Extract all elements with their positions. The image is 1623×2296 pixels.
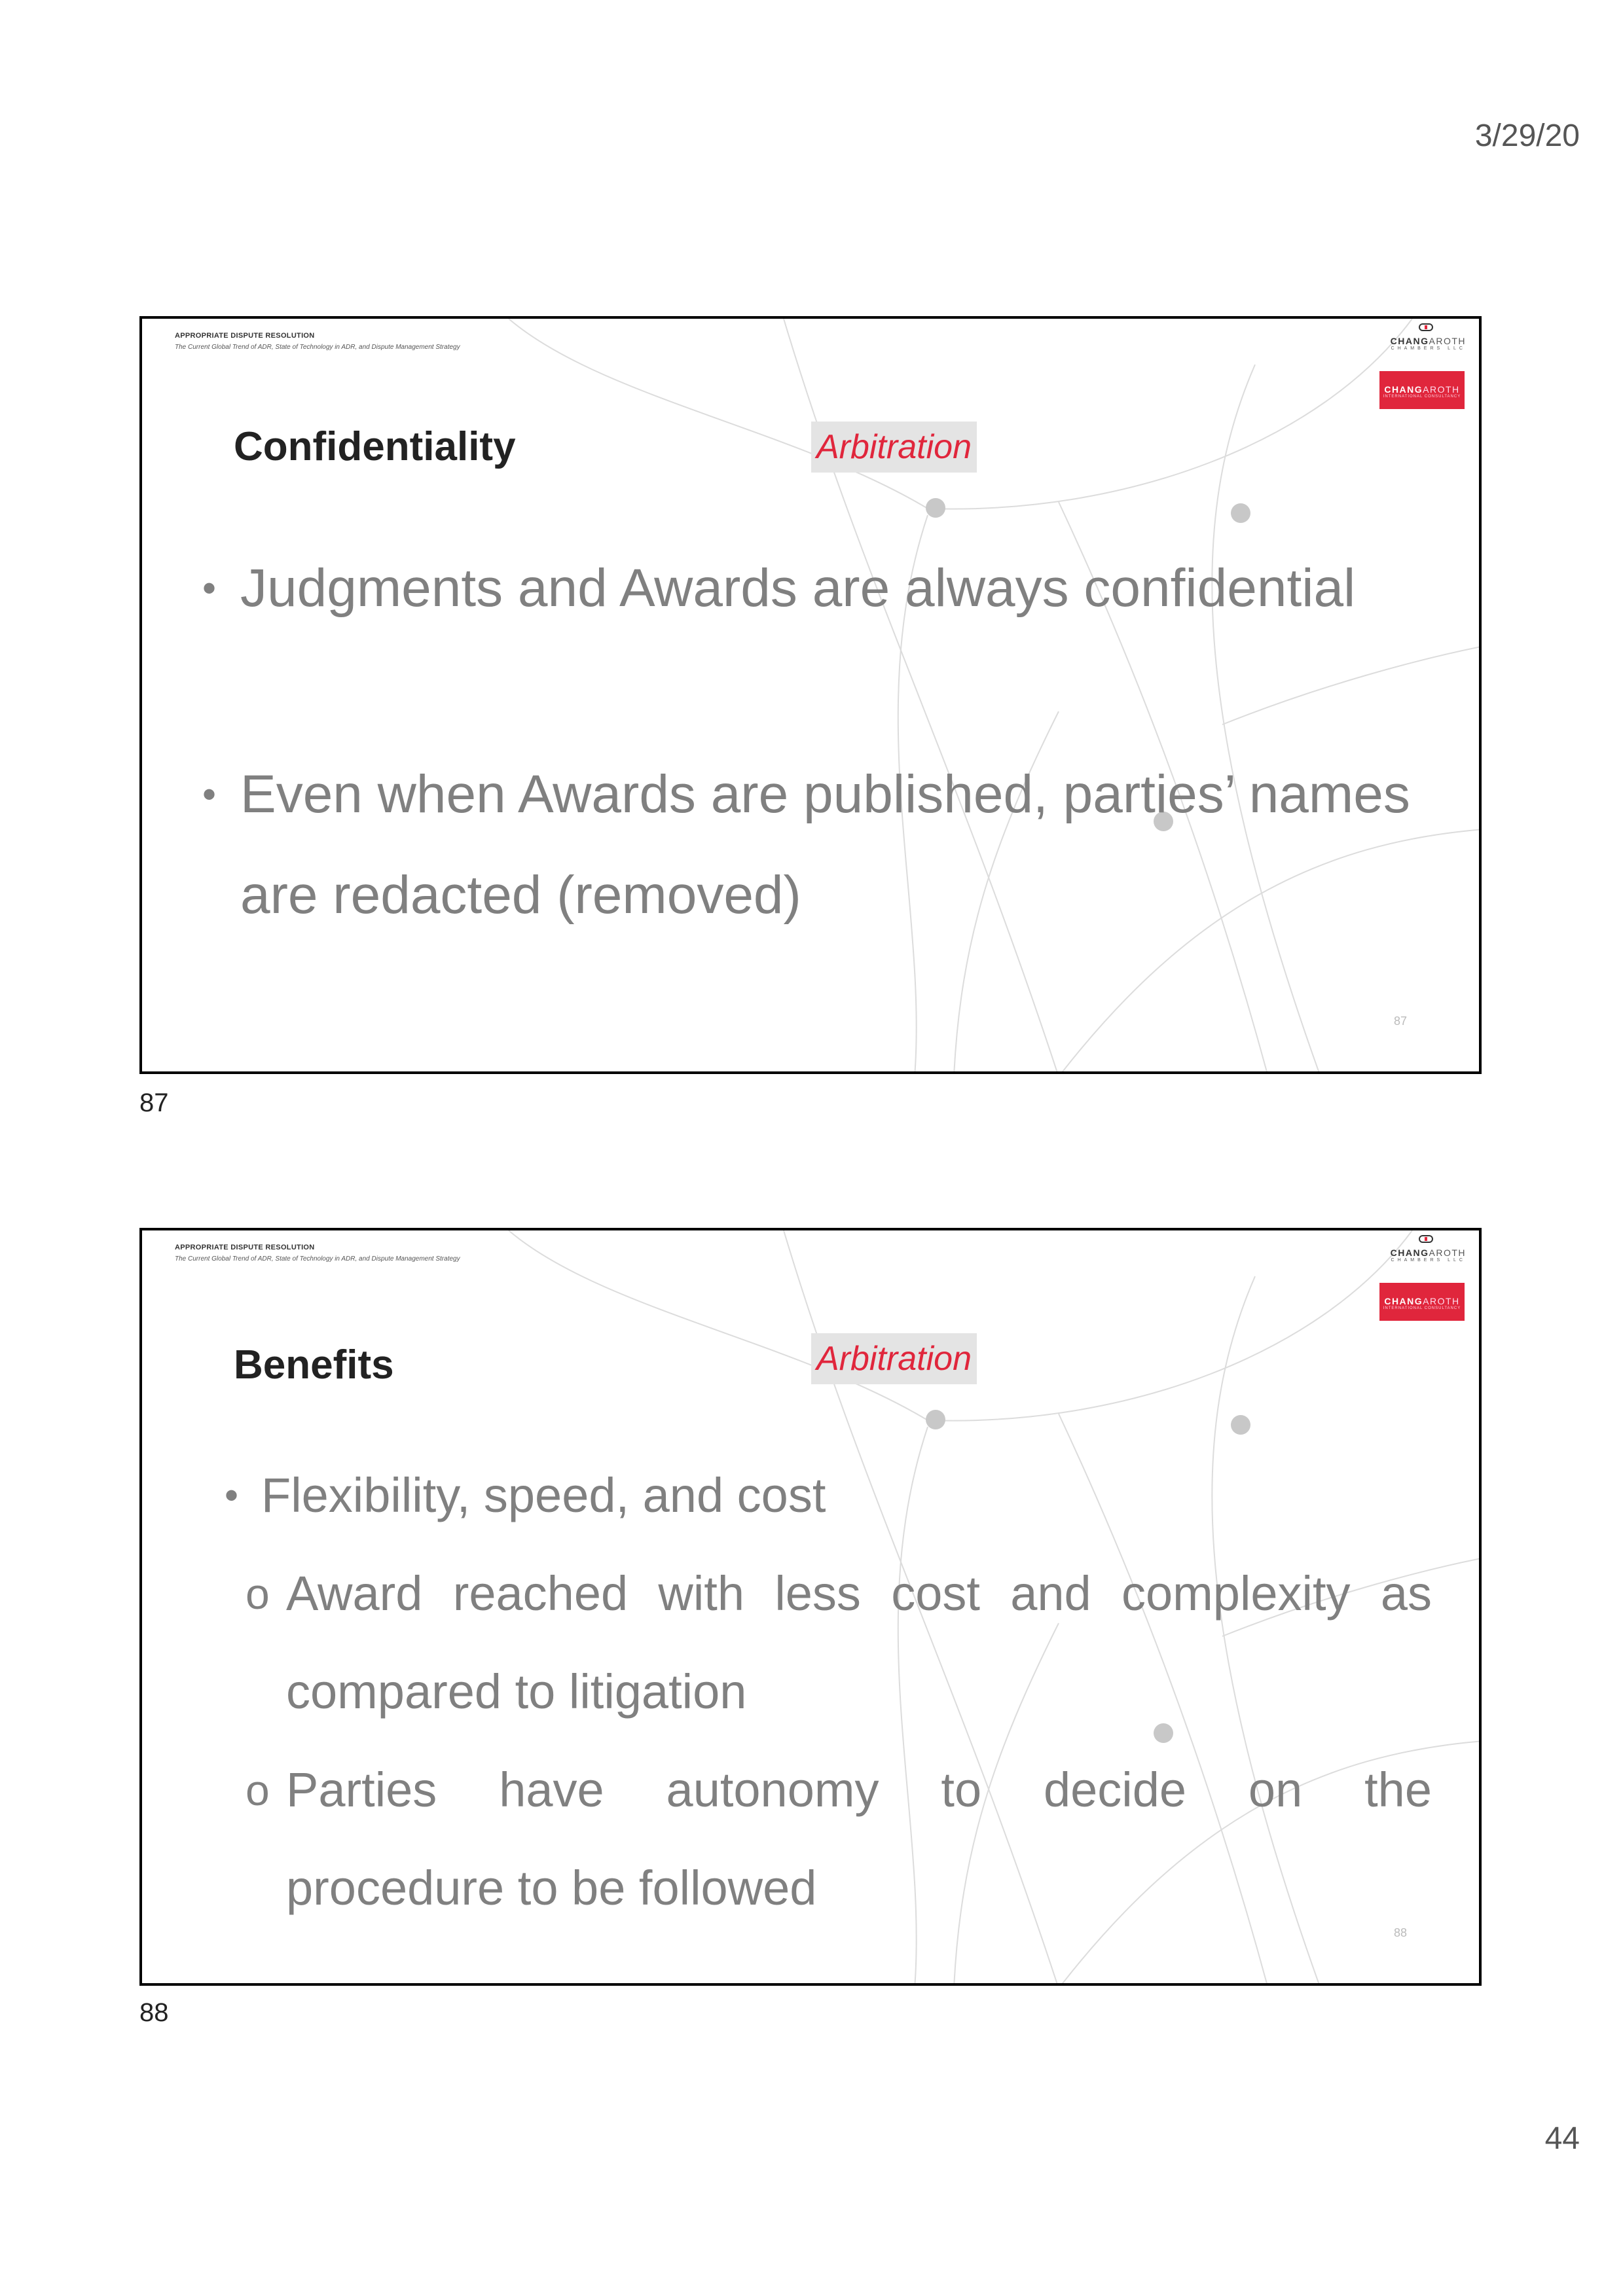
bullet-dot-icon: • [202,566,217,610]
header-subtitle: The Current Global Trend of ADR, State of Technology in ADR, and Dispute Management Strategy [175,1255,460,1263]
bullet-item: • Judgments and Awards are always confidential [240,538,1355,639]
page-date: 3/29/20 [1474,118,1580,153]
bullet-dot-icon: • [225,1473,239,1517]
logo-red-block: CHANGAROTH INTERNATIONAL CONSULTANCY [1379,371,1465,409]
sub-bullet-continuation: procedure to be followed [286,1861,817,1915]
slide-confidentiality [139,316,1482,1074]
circle-bullet-icon: o [246,1570,270,1618]
decor-dot [1154,1723,1173,1743]
decor-dot [1231,1415,1250,1435]
slide-number: 88 [1393,1926,1407,1939]
decor-dot [926,1410,945,1429]
bullet-item: • Flexibility, speed, and cost [261,1446,826,1545]
slide-label: 88 [139,1998,169,2027]
logo-mark-icon [1419,323,1433,331]
slide-benefits [139,1228,1482,1986]
sub-bullet-item: o Parties have autonomy to decide on the [286,1741,1432,1839]
topic-tag: Arbitration [811,422,977,473]
logo-sub: CHAMBERS LLC [1391,346,1466,351]
sub-bullet-continuation: compared to litigation [286,1664,747,1719]
topic-tag: Arbitration [811,1333,977,1384]
slide-title: Benefits [234,1342,394,1388]
decor-dot [926,498,945,518]
slide-label: 87 [139,1088,169,1117]
bullet-dot-icon: • [202,772,217,816]
decor-dot [1231,503,1250,523]
bullet-item: • Even when Awards are published, parties’ names [240,744,1410,845]
header-title: APPROPRIATE DISPUTE RESOLUTION [175,1244,315,1251]
slide-title: Confidentiality [234,424,516,469]
slide-number: 87 [1393,1014,1407,1028]
logo-red-block: CHANGAROTH INTERNATIONAL CONSULTANCY [1379,1283,1465,1321]
logo-mark-icon [1419,1235,1433,1243]
logo-sub: CHAMBERS LLC [1391,1258,1466,1263]
logo-name: CHANGAROTH [1390,336,1466,346]
circle-bullet-icon: o [246,1766,270,1814]
header-subtitle: The Current Global Trend of ADR, State of Technology in ADR, and Dispute Management Strategy [175,344,460,351]
company-logo [1374,323,1466,408]
page-number: 44 [1544,2121,1580,2156]
logo-name: CHANGAROTH [1390,1247,1466,1258]
sub-bullet-item: o Award reached with less cost and complexity as [286,1545,1432,1643]
company-logo [1374,1234,1466,1319]
bullet-continuation: are redacted (removed) [240,865,801,925]
header-title: APPROPRIATE DISPUTE RESOLUTION [175,332,315,340]
